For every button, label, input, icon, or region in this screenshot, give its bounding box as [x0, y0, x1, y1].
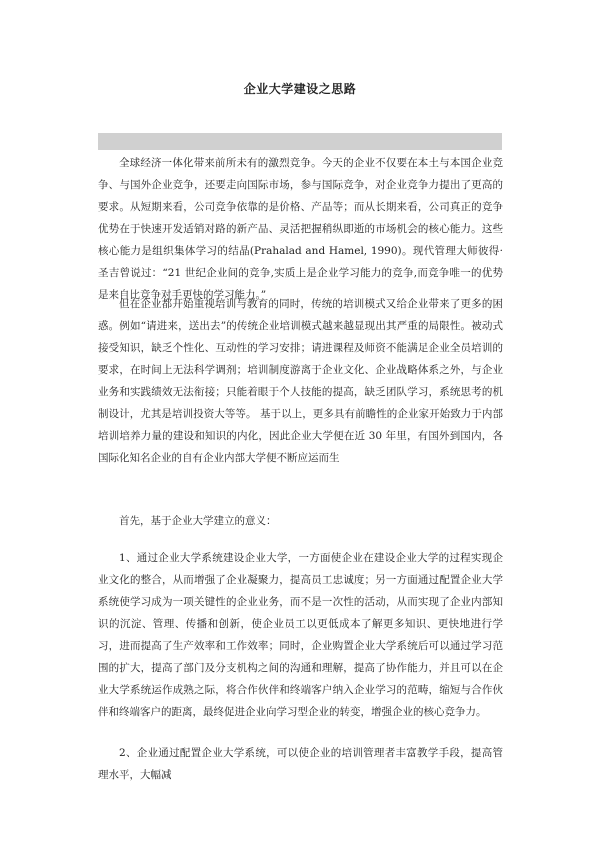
- paragraph-intro: 全球经济一体化带来前所未有的激烈竞争。今天的企业不仅要在本土与本国企业竞争、与国外企业竞争，还要走向国际市场，参与国际竞争，对企业竞争力提出了更高的要求。从短期来看，公司竞争依靠的是价格、产品等；而从长期来看，公司真正的竞争优势在于快速开发适销对路的新产品、灵活把握稍纵即逝的市场机会的核心能力。这些核心能力是组织集体学习的结晶(Prahalad and Hamel, 1990)。现代管理大师彼得·圣吉曾说过：“21 世纪企业间的竞争,实质上是企业学习能力的竞争,而竞争唯一的优势是来自比竞争对手更快的学习能力。”: [98, 157, 503, 301]
- paragraph-training-challenges: 但在企业都开始重视培训与教育的同时，传统的培训模式又给企业带来了更多的困惑。例如“请进来，送出去”的传统企业培训模式越来越显现出其严重的局限性。被动式接受知识，缺乏个性化、互动性的学习安排；请进课程及师资不能满足企业全员培训的要求，在时间上无法科学调剂；培训制度游离于企业文化、企业战略体系之外，与企业业务和实践绩效无法衔接；只能着眼于个人技能的提高，缺乏团队学习，系统思考的机制设计，尤其是培训投资大等等。 基于以上，更多具有前瞻性的企业家开始致力于内部培训培养力量的建设和知识的内化，因此企业大学便在近 30 年里，有国外到国内，各国际化知名企业的自有企业内部大学便不断应运而生: [98, 298, 503, 464]
- paragraph-significance-heading: 首先，基于企业大学建立的意义：: [119, 515, 277, 527]
- paragraph-point-2: 2、企业通过配置企业大学系统，可以使企业的培训管理者丰富教学手段，提高管理水平，大幅减: [98, 747, 503, 781]
- gray-divider-bar: [98, 133, 502, 150]
- document-title: 企业大学建设之思路: [243, 82, 357, 96]
- paragraph-point-1: 1、通过企业大学系统建设企业大学，一方面使企业在建设企业大学的过程实现企业文化的整合，从而增强了企业凝聚力，提高员工忠诚度；另一方面通过配置企业大学系统使学习成为一项关键性的企业业务，而不是一次性的活动，从而实现了企业内部知识的沉淀、管理、传播和创新，使企业员工以更低成本了解更多知识、更快地进行学习，进而提高了生产效率和工作效率；同时，企业购置企业大学系统后可以通过学习范围的扩大，提高了部门及分支机构之间的沟通和理解，提高了协作能力，并且可以在企业大学系统运作成熟之际，将合作伙伴和终端客户纳入企业学习的范畴，缩短与合作伙伴和终端客户的距离，最终促进企业向学习型企业的转变，增强企业的核心竞争力。: [98, 552, 503, 718]
